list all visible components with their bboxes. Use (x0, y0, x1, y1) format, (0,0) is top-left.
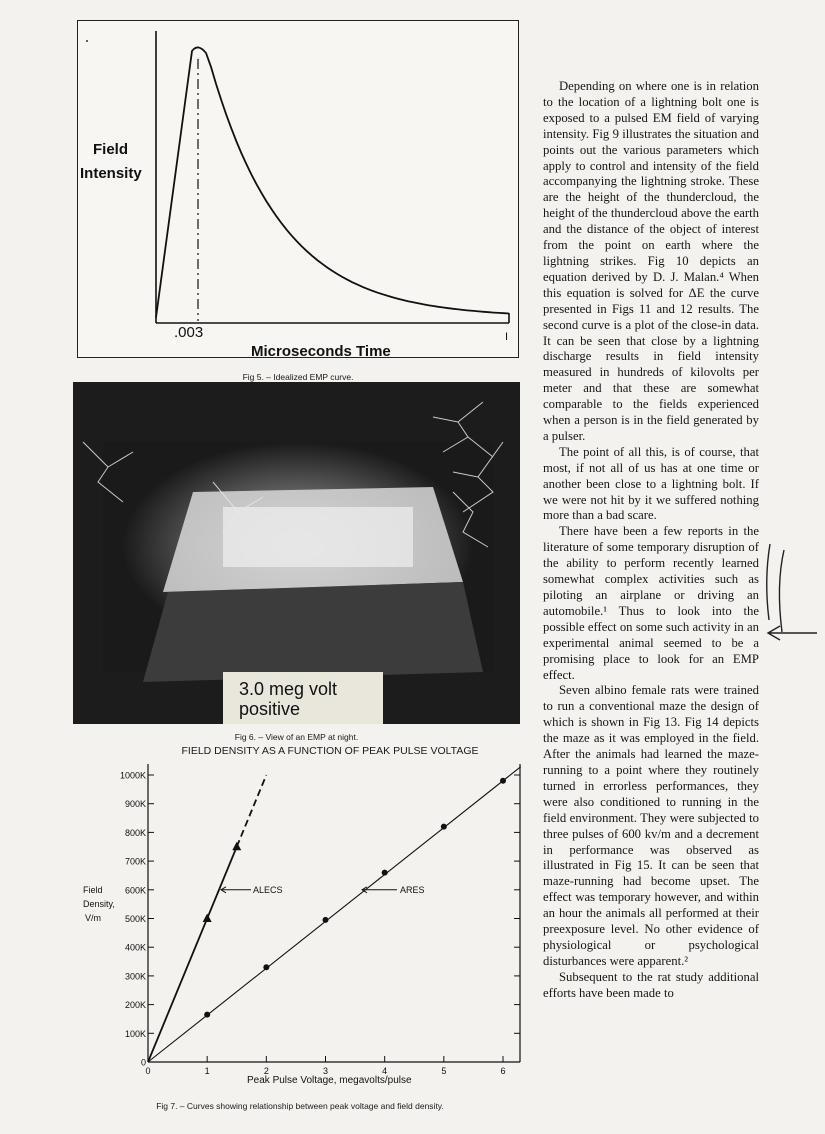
fig7-y-tick-label: 500K (124, 914, 146, 924)
fig7-y-tick-label: 200K (124, 1000, 146, 1011)
ares-point (263, 964, 269, 970)
fig7-y-label-line: Density, (83, 899, 115, 909)
fig7-caption: Fig 7. – Curves showing relationship between peak voltage and field density. (156, 1101, 444, 1111)
fig7-y-label-line: Field (83, 885, 103, 895)
fig7-y-tick-label: 1000K (119, 770, 146, 781)
alecs-extrapolation (237, 775, 267, 847)
emp-night-photo (73, 382, 520, 724)
fig7-x-tick-label: 6 (500, 1066, 506, 1076)
fig7-y-tick-label: 900K (124, 799, 146, 810)
fig7-chart (75, 758, 525, 1100)
fig7-y-tick-label: 800K (124, 827, 146, 838)
fig5-caption: Fig 5. – Idealized EMP curve. (242, 372, 354, 382)
ares-point (382, 870, 388, 876)
fig7-y-tick-label: 100K (124, 1028, 146, 1039)
paragraph-1: Depending on where one is in relation to the location of a lightning bolt one is exposed to a pulsed EM field of varying intensity. Fig 9 illustrates the situation and points out the various parameters which apply to control and intensity of the field accompanying the lightning stroke. These are the height of the thundercloud, the height of the thundercloud above the earth and the distance of the object of interest from the point on earth where the lightning strikes. Fig 10 depicts an equation derived by D. J. Malan.⁴ When this equation is solved for ΔE the curve presented in Figs 11 and 12 results. The second curve is a plot of the close-in data. It can be seen that close by a lightning discharge results in field intensity measured in hundreds of kilovolts per meter and that these are somewhat comparable to the fields experienced when a person is in the field generated by a pulser. (543, 79, 759, 443)
fig5-chart (77, 20, 519, 358)
fig7-y-tick-label: 600K (124, 885, 146, 896)
ares-point (323, 917, 329, 923)
fig7-x-label: Peak Pulse Voltage, megavolts/pulse (247, 1075, 412, 1086)
fig7-y-label-line: V/m (85, 913, 102, 923)
alecs-annotation: ALECS (253, 884, 283, 895)
fig7-x-tick-label: 3 (322, 1066, 329, 1076)
alecs-line (148, 847, 237, 1062)
paragraph-5: Subsequent to the rat study additional efforts have been made to (543, 969, 759, 1000)
fig7-y-tick-label: 300K (124, 971, 146, 982)
fig5-end-tick: I (505, 331, 509, 343)
fig7-x-tick-label: 2 (263, 1066, 269, 1076)
fig7-x-tick-label: 5 (441, 1066, 447, 1076)
fig5-y-label-line1: Field (93, 141, 129, 158)
alecs-point (232, 842, 241, 851)
emp-photo-graphic (73, 382, 520, 724)
fig7-x-ticks (145, 1056, 505, 1076)
fig7-y-tick-label: 0 (140, 1057, 146, 1068)
ares-annotation: ARES (400, 884, 425, 895)
fig7-y-label (83, 885, 115, 923)
fig7-x-tick-label: 0 (145, 1066, 151, 1076)
alecs-point (203, 914, 212, 923)
fig7-x-tick-label: 4 (382, 1066, 388, 1076)
fig7-series (148, 767, 521, 1062)
ares-point (500, 778, 506, 784)
fig7-title: FIELD DENSITY AS A FUNCTION OF PEAK PULSE VOLTAGE (181, 745, 479, 757)
fig5-speck (86, 40, 88, 42)
fig5-curve (156, 47, 509, 317)
fig5-svg (78, 21, 518, 357)
ares-line (148, 767, 521, 1062)
paragraph-3: There have been a few reports in the literature of some temporary disruption of the ability to perform recently learned somewhat complex activities such as piloting an airplane or driving an automobile.¹ Thus to look into the possible effect on some such activity in an experimental animal seemed to be a promising place to look for an EMP effect. (543, 524, 759, 682)
fig7-y-tick-label: 400K (124, 942, 146, 953)
margin-handwritten-marks (760, 540, 822, 650)
photo-overlay-line2: positive (239, 699, 301, 719)
fig7-y-tick-label: 700K (124, 856, 146, 867)
paragraph-2: The point of all this, is of course, that most, if not all of us has at one time or another been close to a lightning bolt. If we were not hit by it we suffered nothing more than a bad scare. (543, 444, 759, 523)
fig7-x-tick-label: 1 (204, 1066, 210, 1076)
fig6-caption: Fig 6. – View of an EMP at night. (234, 732, 359, 742)
ares-point (441, 824, 447, 830)
ares-point (204, 1012, 210, 1018)
fig5-x-label: Microseconds Time (251, 343, 391, 357)
paragraph-4: Seven albino female rats were trained to run a conventional maze the design of which is shown in Fig 13. Fig 14 depicts the maze as it was employed in the field. After the animals had learned the maze-running to a point where they routinely turned in errorless performances, they were also conditioned to running in the field environment. They were subjected to three pulses of 600 kv/m and a decrement in performance was observed as illustrated in Fig 15. It can be seen that maze-running had become upset. The effect was temporary however, and within an hour the animals all performed at their preexposure level. No other evidence of physiological or psychological disturbances were apparent.² (543, 683, 759, 968)
photo-overlay-line1: 3.0 meg volt (239, 679, 338, 699)
fig5-y-label-line2: Intensity (80, 165, 142, 182)
fig5-x-tick: .003 (174, 324, 204, 341)
article-body (543, 79, 759, 1002)
